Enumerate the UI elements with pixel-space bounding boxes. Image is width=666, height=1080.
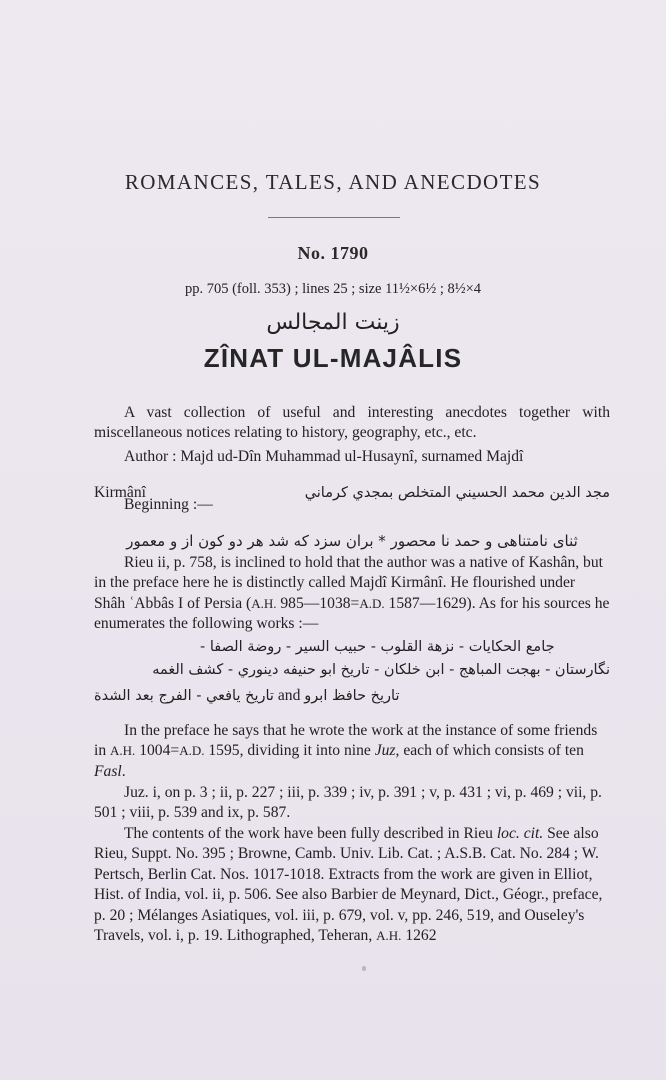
divider <box>268 217 400 218</box>
persian-title: زينت المجالس <box>266 310 400 335</box>
manuscript-meta: pp. 705 (foll. 353) ; lines 25 ; size 11½×6½ ; 8½×4 <box>184 281 482 297</box>
works-line-1: جامع الحكايات - نزهة القلوب - حبيب السير - روضة الصفا - <box>200 638 555 655</box>
author-name: Majd ud-Dîn Muhammad ul-Husaynî, surnamed Majdî <box>180 447 524 465</box>
intro-paragraph: A vast collection of useful and interesting anecdotes together with miscellaneous notices relating to history, geography, etc., etc. <box>94 403 610 442</box>
juz-paragraph: Juz. i, on p. 3 ; ii, p. 227 ; iii, p. 339 ; iv, p. 391 ; v, p. 431 ; vi, p. 469 ; vii, p. 501 ; viii, p. 539 and ix, p. 587. <box>94 783 602 822</box>
references-paragraph: The contents of the work have been fully described in Rieu loc. cit. See also Rieu, Suppt. No. 395 ; Browne, Camb. Univ. Lib. Cat. ; A.S.B. Cat. No. 284 ; W. Pertsch, Berlin Cat. Nos. 1017-1018. Extracts from the work are given in Elliot, Hist. of India, vol. ii, p. 506. See also Barbier de Meynard, Dict., Géogr., preface, p. 20 ; Mélanges Asiatiques, vol. iii, p. 679, vol. v, pp. 246, 519, and Ouseley's Travels, vol. i, p. 19. Lithographed, Teheran, A.H. 1262 <box>94 824 603 945</box>
section-header: ROMANCES, TALES, AND ANECDOTES <box>124 170 542 194</box>
author-latin: Kirmânî <box>94 483 146 501</box>
author-label: Author : <box>124 447 177 465</box>
rieu-paragraph: Rieu ii, p. 758, is inclined to hold that the author was a native of Kashân, but in the preface here he is distinctly called Majdî Kirmânî. He flourished under Shâh ʿAbbâs I of Persia (A.H. 985—1038=A.D. 1587—1629). As for his sources he enumerates the following works :— <box>94 553 610 633</box>
paper-blemish <box>362 966 366 971</box>
works-line-2: نگارستان - بهجت المباهج - ابن خلكان - تاريخ ابو حنيفه دينوري - كشف الغمه <box>152 661 610 678</box>
beginning-text: ثنای نامتناهی و حمد نا محصور * بران سزد که شد هر دو کون از و معمور <box>126 531 578 550</box>
works-line-3: تاريخ يافعي - الفرج بعد الشدة and تاريخ حافظ ابرو <box>94 686 400 704</box>
beginning-label: Beginning :— <box>124 495 213 513</box>
author-arabic: مجد الدين محمد الحسيني المتخلص بمجدي كرماني <box>304 484 610 501</box>
entry-number: No. 1790 <box>297 243 369 263</box>
preface-paragraph: In the preface he says that he wrote the work at the instance of some friends in A.H. 1004=A.D. 1595, dividing it into nine Juz, each of which consists of ten Fasl. <box>94 721 598 780</box>
work-title: ZÎNAT UL-MAJÂLIS <box>203 343 463 373</box>
